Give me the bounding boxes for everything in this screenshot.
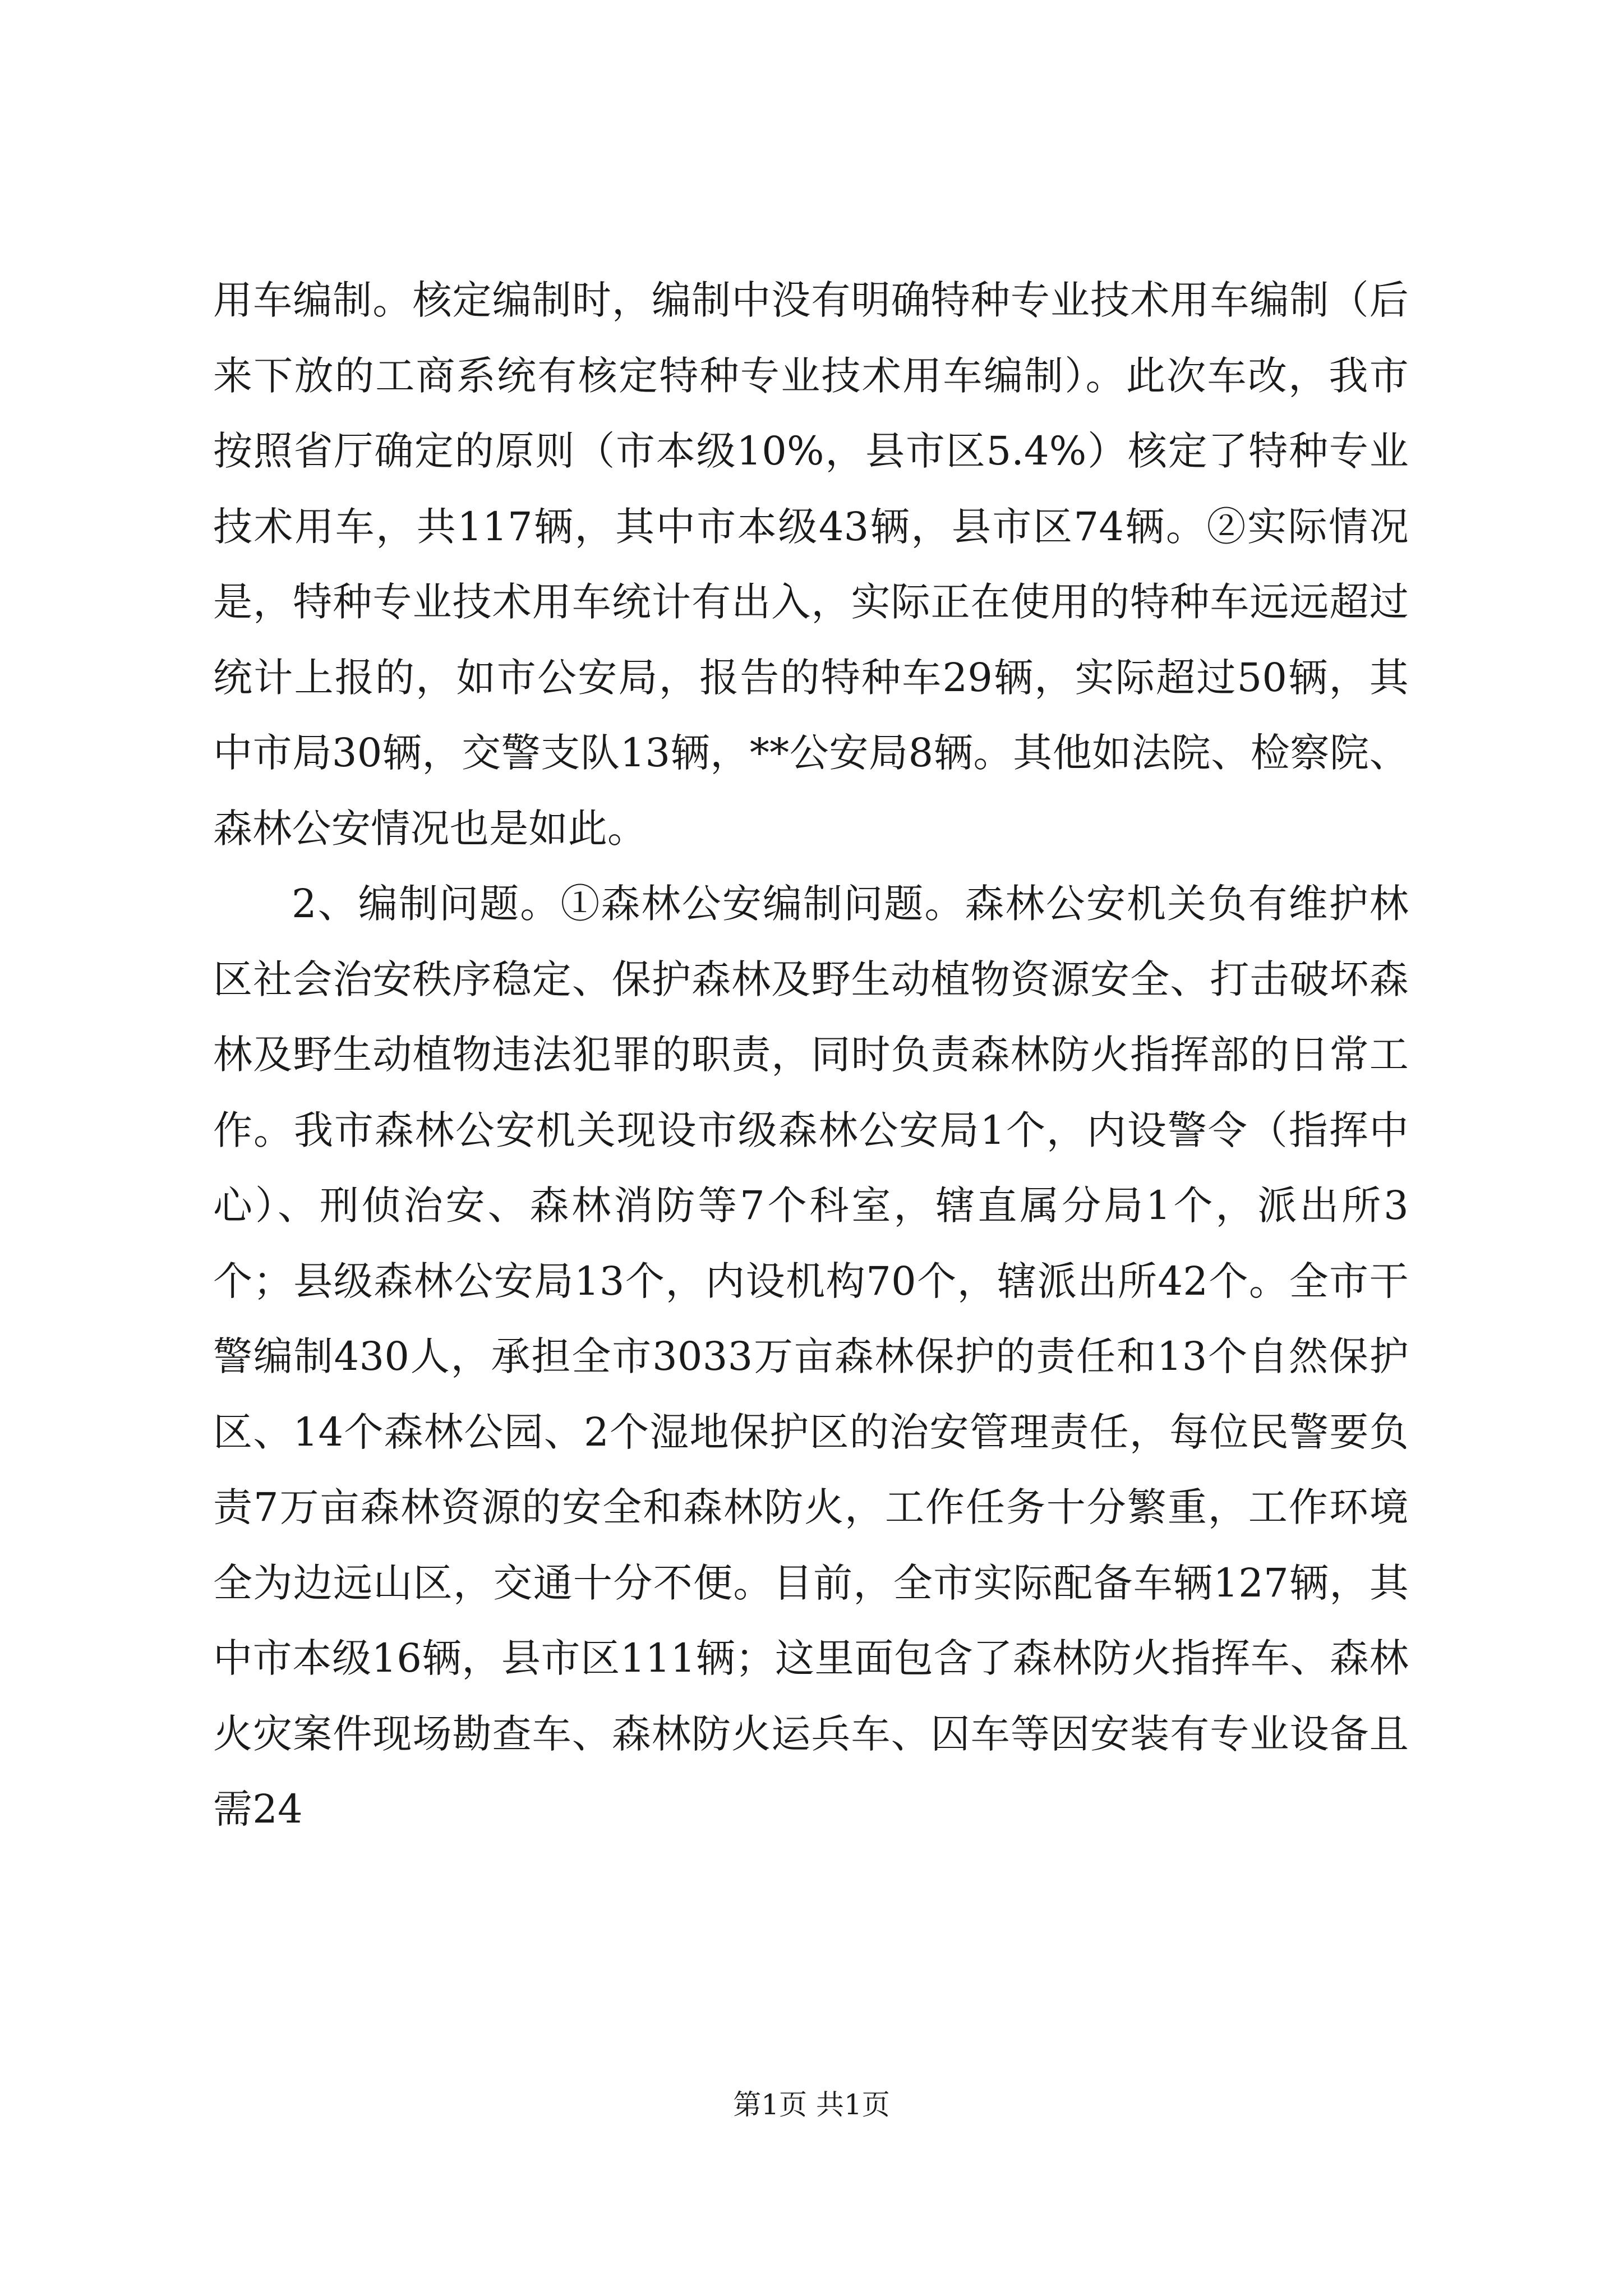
- page-footer: 第1页 共1页: [733, 2088, 890, 2121]
- document-body: [213, 263, 1409, 1847]
- paragraph-2: 2、编制问题。①森林公安编制问题。森林公安机关负有维护林区社会治安秩序稳定、保护森林及野生动植物资源安全、打击破坏森林及野生动植物违法犯罪的职责，同时负责森林防火指挥部的日常工作。我市森林公安机关现设市级森林公安局1个，内设警令（指挥中心）、刑侦治安、森林消防等7个科室，辖直属分局1个，派出所3个；县级森林公安局13个，内设机构70个，辖派出所42个。全市干警编制430人，承担全市3033万亩森林保护的责任和13个自然保护区、14个森林公园、2个湿地保护区的治安管理责任，每位民警要负责7万亩森林资源的安全和森林防火，工作任务十分繁重，工作环境全为边远山区，交通十分不便。目前，全市实际配备车辆127辆，其中市本级16辆，县市区111辆；这里面包含了森林防火指挥车、森林火灾案件现场勘查车、森林防火运兵车、囚车等因安装有专业设备且需24: [213, 881, 1409, 1832]
- paragraph-1: 用车编制。核定编制时，编制中没有明确特种专业技术用车编制（后来下放的工商系统有核定特种专业技术用车编制）。此次车改，我市按照省厅确定的原则（市本级10%，县市区5.4%）核定了特种专业技术用车，共117辆，其中市本级43辆，县市区74辆。②实际情况是，特种专业技术用车统计有出入，实际正在使用的特种车远远超过统计上报的，如市公安局，报告的特种车29辆，实际超过50辆，其中市局30辆，交警支队13辆，**公安局8辆。其他如法院、检察院、森林公安情况也是如此。: [213, 277, 1409, 852]
